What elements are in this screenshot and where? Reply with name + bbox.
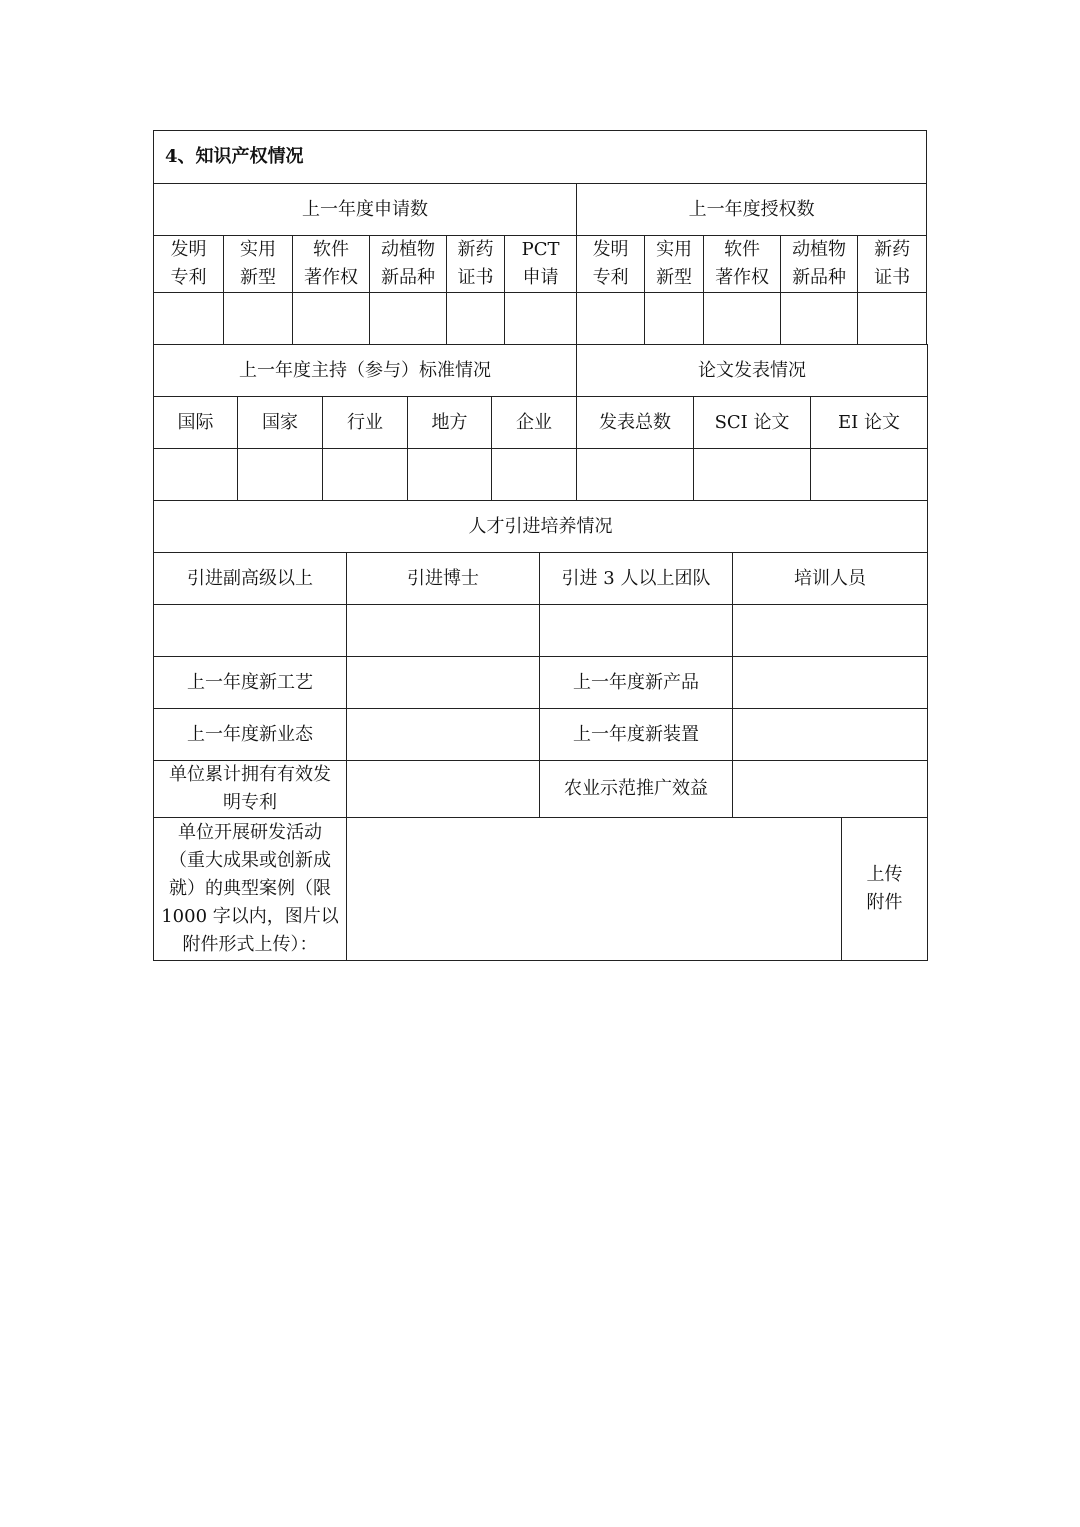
- apply-col-software: 软件 著作权: [293, 236, 370, 293]
- input-std-industry[interactable]: [323, 449, 408, 501]
- papers-header: 论文发表情况: [577, 345, 928, 397]
- label-new-device: 上一年度新装置: [540, 709, 733, 761]
- std-col-enterprise: 企业: [492, 397, 577, 449]
- input-apply-software[interactable]: [293, 293, 370, 345]
- input-new-device[interactable]: [733, 709, 928, 761]
- paper-col-total: 发表总数: [577, 397, 694, 449]
- input-apply-drug[interactable]: [447, 293, 505, 345]
- input-apply-plant[interactable]: [370, 293, 447, 345]
- input-grant-plant[interactable]: [781, 293, 858, 345]
- std-col-industry: 行业: [323, 397, 408, 449]
- grant-col-utility: 实用 新型: [645, 236, 704, 293]
- input-new-process[interactable]: [347, 657, 540, 709]
- grant-col-software: 软件 著作权: [704, 236, 781, 293]
- input-apply-utility[interactable]: [224, 293, 293, 345]
- talent-col-phd: 引进博士: [347, 553, 540, 605]
- standards-papers-table: [153, 344, 928, 501]
- std-col-international: 国际: [154, 397, 238, 449]
- input-talent-senior[interactable]: [154, 605, 347, 657]
- label-new-business: 上一年度新业态: [154, 709, 347, 761]
- input-paper-total[interactable]: [577, 449, 694, 501]
- input-std-national[interactable]: [238, 449, 323, 501]
- section-title: 4、知识产权情况: [154, 131, 927, 184]
- paper-col-sci: SCI 论文: [694, 397, 811, 449]
- standards-header: 上一年度主持（参与）标准情况: [154, 345, 577, 397]
- label-new-process: 上一年度新工艺: [154, 657, 347, 709]
- case-table: [153, 817, 928, 961]
- apply-col-pct: PCT 申请: [505, 236, 577, 293]
- input-std-enterprise[interactable]: [492, 449, 577, 501]
- label-case: 单位开展研发活动 （重大成果或创新成 就）的典型案例（限 1000 字以内，图片以 附件形式上传）：: [154, 818, 347, 961]
- label-new-product: 上一年度新产品: [540, 657, 733, 709]
- input-valid-patents[interactable]: [347, 761, 540, 818]
- grant-col-drug: 新药 证书: [858, 236, 927, 293]
- grant-col-plant: 动植物 新品种: [781, 236, 858, 293]
- label-valid-patents: 单位累计拥有有效发 明专利: [154, 761, 347, 818]
- input-apply-pct[interactable]: [505, 293, 577, 345]
- grant-col-invention: 发明 专利: [577, 236, 645, 293]
- input-paper-sci[interactable]: [694, 449, 811, 501]
- apply-header: 上一年度申请数: [154, 184, 577, 236]
- input-paper-ei[interactable]: [811, 449, 928, 501]
- input-new-business[interactable]: [347, 709, 540, 761]
- std-col-national: 国家: [238, 397, 323, 449]
- input-grant-software[interactable]: [704, 293, 781, 345]
- input-grant-utility[interactable]: [645, 293, 704, 345]
- talent-table: [153, 500, 928, 818]
- input-apply-invention[interactable]: [154, 293, 224, 345]
- input-agri-demo[interactable]: [733, 761, 928, 818]
- talent-header: 人才引进培养情况: [154, 501, 928, 553]
- talent-col-training: 培训人员: [733, 553, 928, 605]
- section-title-table: [153, 130, 927, 184]
- input-case-text[interactable]: [347, 818, 842, 961]
- apply-col-plant: 动植物 新品种: [370, 236, 447, 293]
- apply-col-drug: 新药 证书: [447, 236, 505, 293]
- std-col-local: 地方: [408, 397, 492, 449]
- input-talent-phd[interactable]: [347, 605, 540, 657]
- label-agri-demo: 农业示范推广效益: [540, 761, 733, 818]
- input-new-product[interactable]: [733, 657, 928, 709]
- grant-header: 上一年度授权数: [577, 184, 927, 236]
- ip-form-table: [153, 130, 927, 961]
- input-grant-drug[interactable]: [858, 293, 927, 345]
- talent-col-team: 引进 3 人以上团队: [540, 553, 733, 605]
- input-talent-team[interactable]: [540, 605, 733, 657]
- ip-table: [153, 183, 927, 345]
- talent-col-senior: 引进副高级以上: [154, 553, 347, 605]
- input-std-international[interactable]: [154, 449, 238, 501]
- apply-col-utility: 实用 新型: [224, 236, 293, 293]
- input-grant-invention[interactable]: [577, 293, 645, 345]
- paper-col-ei: EI 论文: [811, 397, 928, 449]
- input-talent-training[interactable]: [733, 605, 928, 657]
- upload-attachment-button[interactable]: 上传 附件: [842, 818, 928, 961]
- apply-col-invention: 发明 专利: [154, 236, 224, 293]
- input-std-local[interactable]: [408, 449, 492, 501]
